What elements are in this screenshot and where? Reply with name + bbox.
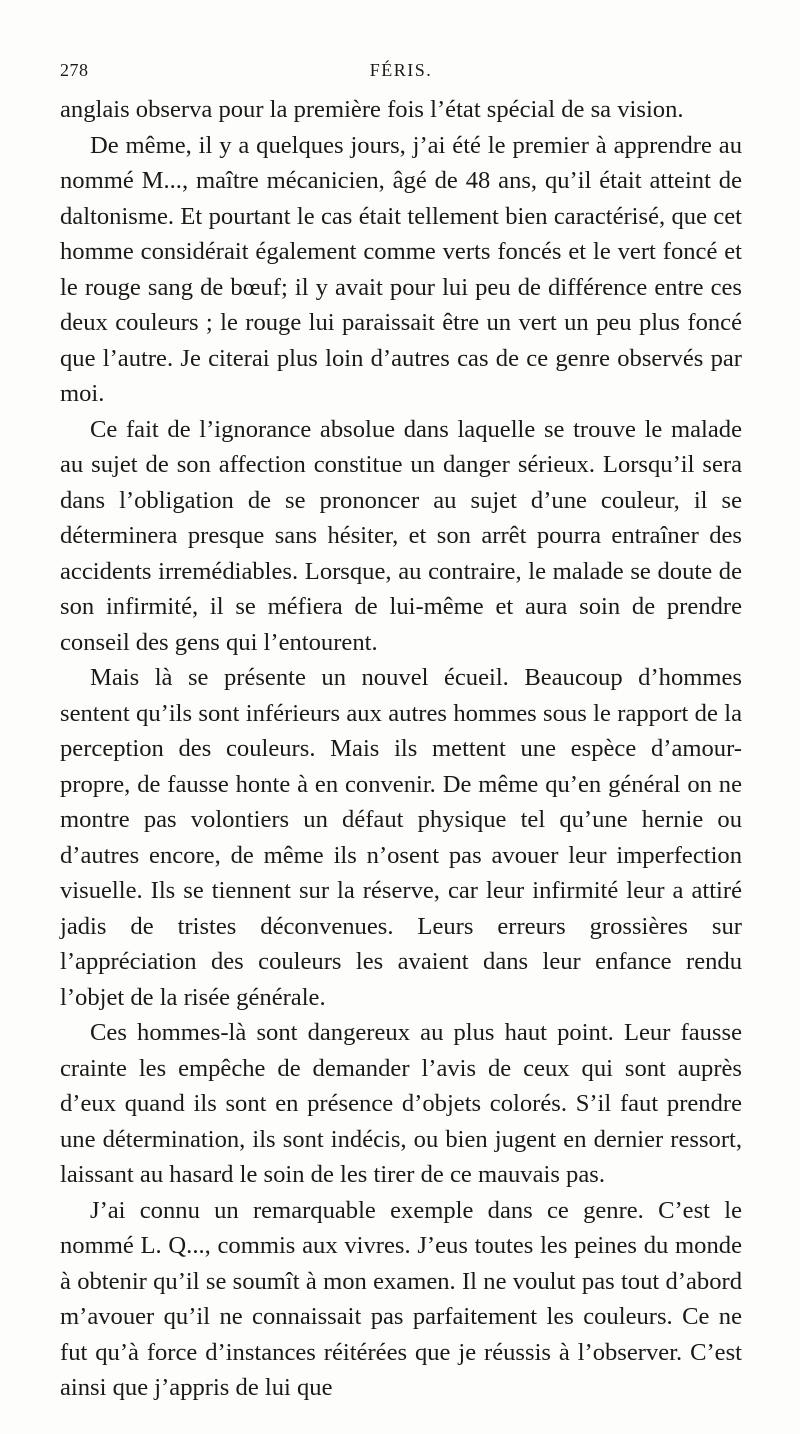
paragraph: De même, il y a quelques jours, j’ai été le premier à apprendre au nommé M..., maître mécanicien, âgé de 48 ans, qu’il était atteint de daltonisme. Et pourtant le cas était tellement bien caractérisé, que cet homme considérait également comme verts foncés et le vert foncé et le rouge sang de bœuf; il y avait pour lui peu de différence entre ces deux couleurs ; le rouge lui paraissait être un vert un peu plus foncé que l’autre. Je citerai plus loin d’autres cas de ce genre observés par moi. — [60, 131, 742, 407]
running-title: FÉRIS. — [369, 60, 433, 80]
paragraph: Ce fait de l’ignorance absolue dans laquelle se trouve le malade au sujet de son affection constitue un danger sérieux. Lorsqu’il sera dans l’obligation de se prononcer au sujet d’une couleur, il se déterminera presque sans hésiter, et son arrêt pourra entraîner des accidents irremédiables. Lorsque, au contraire, le malade se doute de son infirmité, il se méfiera de lui-même et aura soin de prendre conseil des gens qui l’entourent. — [60, 415, 742, 656]
paragraph-continuation: anglais observa pour la première fois l’état spécial de sa vision. — [60, 96, 684, 123]
paragraph: Mais là se présente un nouvel écueil. Beaucoup d’hommes sentent qu’ils sont inférieurs aux autres hommes sous le rapport de la perception des couleurs. Mais ils mettent une espèce d’amour-propre, de fausse honte à en convenir. De même qu’en général on ne montre pas volontiers un défaut physique tel qu’une hernie ou d’autres encore, de même ils n’osent pas avouer leur imperfection visuelle. Ils se tiennent sur la réserve, car leur infirmité leur a attiré jadis de tristes déconvenues. Leurs erreurs grossières sur l’appréciation des couleurs les avaient dans leur enfance rendu l’objet de la risée générale. — [60, 664, 742, 1011]
page-number: 278 — [60, 60, 89, 80]
body-text — [60, 92, 742, 1406]
paragraph: J’ai connu un remarquable exemple dans ce genre. C’est le nommé L. Q..., commis aux vivres. J’eus toutes les peines du monde à obtenir qu’il se soumît à mon examen. Il ne voulut pas tout d’abord m’avouer qu’il ne connaissait pas parfaitement les couleurs. Ce ne fut qu’à force d’instances réitérées que je réussis à l’observer. C’est ainsi que j’appris de lui que — [60, 1196, 742, 1401]
paragraph: Ces hommes-là sont dangereux au plus haut point. Leur fausse crainte les empêche de demander l’avis de ceux qui sont auprès d’eux quand ils sont en présence d’objets colorés. S’il faut prendre une détermination, ils sont indécis, ou bien jugent en dernier ressort, laissant au hasard le soin de les tirer de ce mauvais pas. — [60, 1019, 742, 1188]
running-header — [60, 60, 742, 88]
